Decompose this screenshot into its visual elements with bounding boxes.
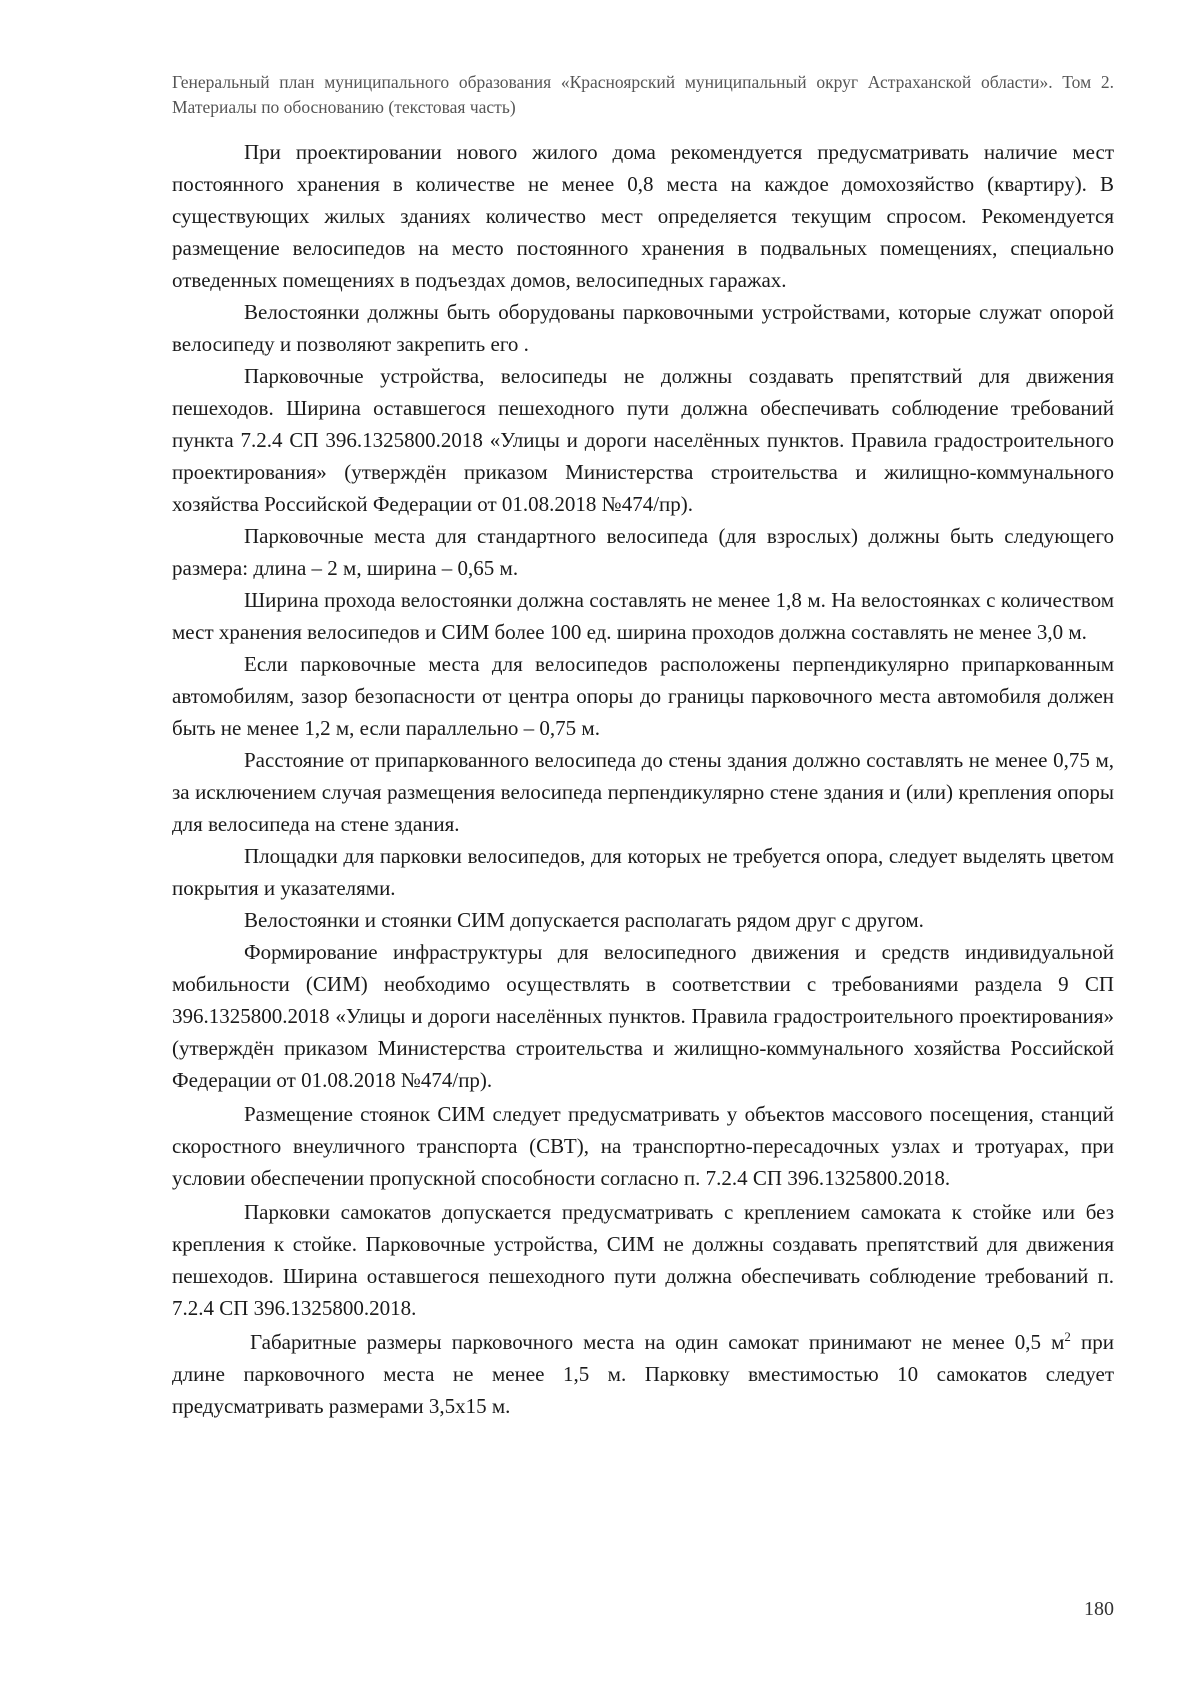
paragraph-bike-racks: Велостоянки должны быть оборудованы парковочными устройствами, которые служат опорой велосипеду и позволяют закрепить его . xyxy=(172,300,1114,356)
paragraph-infrastructure: Формирование инфраструктуры для велосипедного движения и средств индивидуальной мобильности (СИМ) необходимо осуществлять в соответствии с требованиями раздела 9 СП 396.1325800.2018 «Улицы и дороги населённых пунктов. Правила градостроительного проектирования» (утверждён приказом Министерства строительства и жилищно-коммунального хозяйства Российской Федерации от 01.08.2018 №474/пр). xyxy=(172,940,1114,1092)
paragraph-pedestrian-path: Парковочные устройства, велосипеды не должны создавать препятствий для движения пешеходов. Ширина оставшегося пешеходного пути должна обеспечивать соблюдение требований пункта 7.2.4 СП 396.1325800.2018 «Улицы и дороги населённых пунктов. Правила градостроительного проектирования» (утверждён приказом Министерства строительства и жилищно-коммунального хозяйства Российской Федерации от 01.08.2018 №474/пр). xyxy=(172,364,1114,516)
paragraph-parking-size: Парковочные места для стандартного велосипеда (для взрослых) должны быть следующего размера: длина – 2 м, ширина – 0,65 м. xyxy=(172,524,1114,580)
paragraph-bicycle-storage: При проектировании нового жилого дома рекомендуется предусматривать наличие мест постоянного хранения в количестве не менее 0,8 места на каждое домохозяйство (квартиру). В существующих жилых зданиях количество мест определяется текущим спросом. Рекомендуется размещение велосипедов на место постоянного хранения в подвальных помещениях, специально отведенных помещениях в подъездах домов, велосипедных гаражах. xyxy=(172,140,1114,292)
paragraph-surface-marking: Площадки для парковки велосипедов, для которых не требуется опора, следует выделять цветом покрытия и указателями. xyxy=(172,844,1114,900)
page-number: 180 xyxy=(1084,1598,1114,1620)
document-body xyxy=(172,136,1114,1422)
document-page xyxy=(172,70,1114,1422)
running-header: Генеральный план муниципального образования «Красноярский муниципальный округ Астраханской области». Том 2. Материалы по обоснованию (текстовая часть) xyxy=(172,72,1114,117)
paragraph-scooter-dimensions xyxy=(172,1326,1114,1422)
square-unit-superscript: 2 xyxy=(1064,1329,1071,1344)
paragraph-scooter-parking: Парковки самокатов допускается предусматривать с креплением самоката к стойке или без крепления к стойке. Парковочные устройства, СИМ не должны создавать препятствий для движения пешеходов. Ширина оставшегося пешеходного пути должна обеспечивать соблюдение требований п. 7.2.4 СП 396.1325800.2018. xyxy=(172,1200,1114,1320)
scooter-dimensions-text-start: Габаритные размеры парковочного места на один самокат принимают не менее 0,5 м xyxy=(250,1330,1065,1354)
paragraph-adjacent-parking: Велостоянки и стоянки СИМ допускается располагать рядом друг с другом. xyxy=(244,908,924,932)
paragraph-sim-parking-locations: Размещение стоянок СИМ следует предусматривать у объектов массового посещения, станций скоростного внеуличного транспорта (СВТ), на транспортно-пересадочных узлах и тротуарах, при условии обеспечении пропускной способности согласно п. 7.2.4 СП 396.1325800.2018. xyxy=(172,1102,1114,1190)
scooter-dimensions-text-end: при длине парковочного места не менее 1,5 м. Парковку вместимостью 10 самокатов следует предусматривать размерами 3,5х15 м. xyxy=(172,1330,1114,1418)
paragraph-safety-gap: Если парковочные места для велосипедов расположены перпендикулярно припаркованным автомобилям, зазор безопасности от центра опоры до границы парковочного места автомобиля должен быть не менее 1,2 м, если параллельно – 0,75 м. xyxy=(172,652,1114,740)
paragraph-aisle-width: Ширина прохода велостоянки должна составлять не менее 1,8 м. На велостоянках с количеством мест хранения велосипедов и СИМ более 100 ед. ширина проходов должна составлять не менее 3,0 м. xyxy=(172,588,1114,644)
paragraph-wall-distance: Расстояние от припаркованного велосипеда до стены здания должно составлять не менее 0,75 м, за исключением случая размещения велосипеда перпендикулярно стене здания и (или) крепления опоры для велосипеда на стене здания. xyxy=(172,748,1114,836)
